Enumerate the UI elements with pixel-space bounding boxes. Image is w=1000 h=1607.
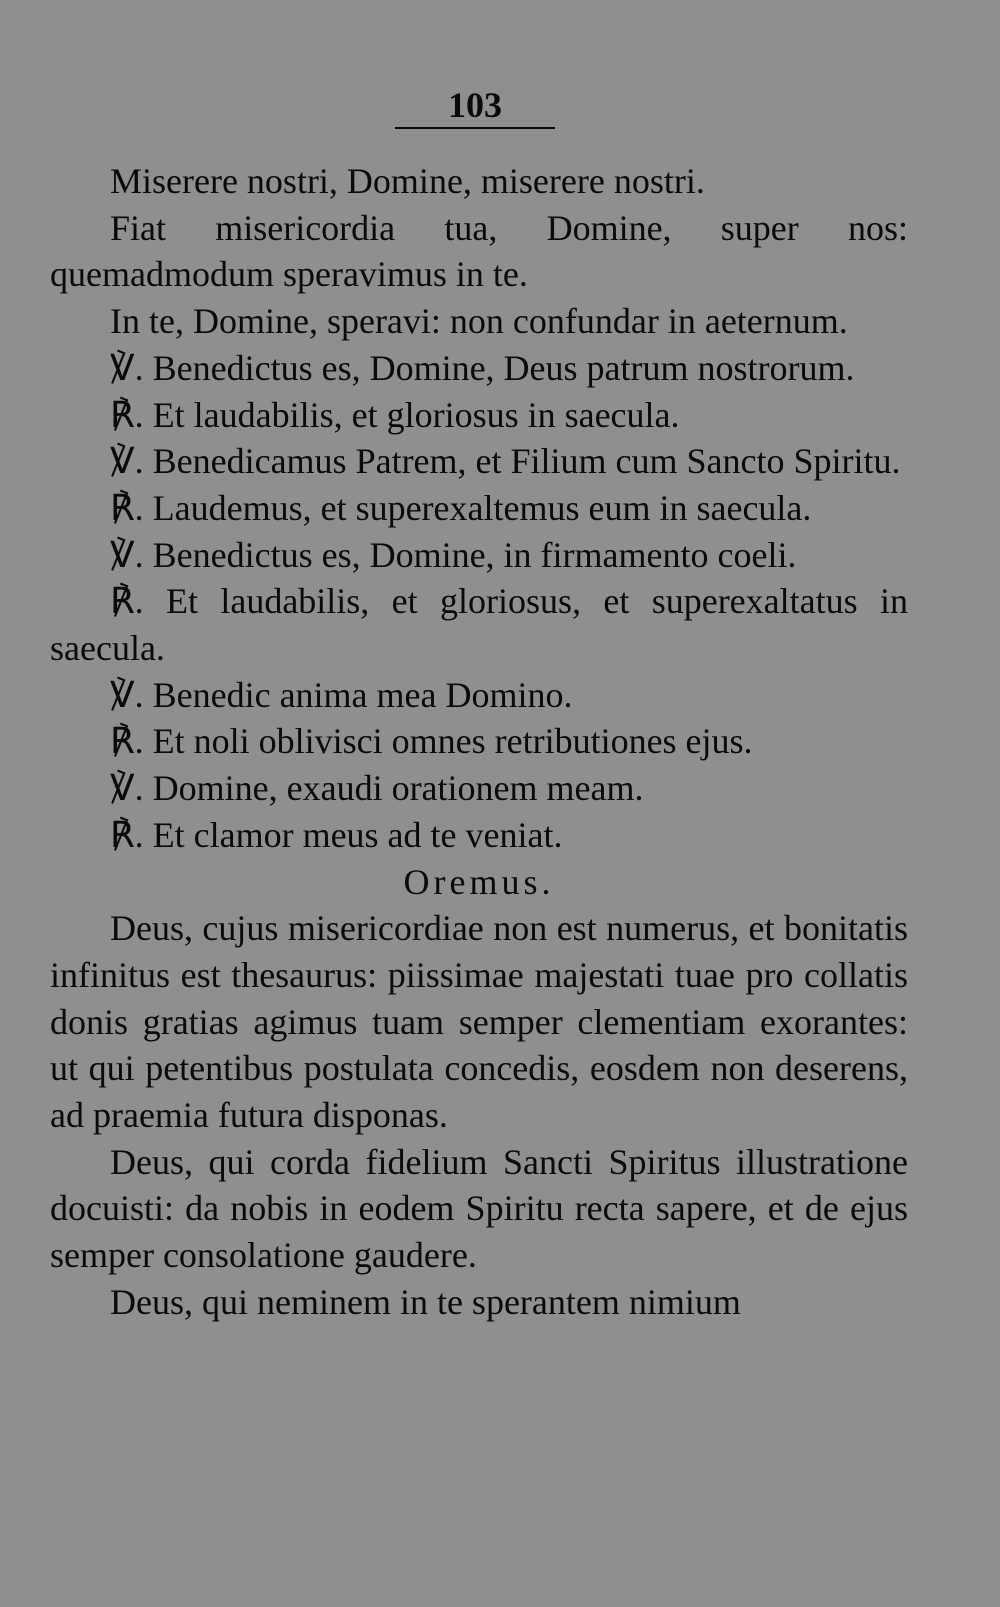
prayer-paragraph: Deus, cujus misericordiae non est numerus, et bonitatis infinitus est thesaurus: piissimae majestati tuae pro collatis donis gratias agimus tuam semper clementiam exorantes: ut qui petentibus postulata concedis, eosdem non deserens, ad praemia futura disponas. — [50, 908, 908, 1136]
response: ℟. Et noli oblivisci omnes retributiones ejus. — [110, 721, 753, 762]
page-number: 103 — [448, 85, 502, 125]
response: ℟. Et clamor meus ad te veniat. — [110, 814, 563, 855]
paragraph: Fiat misericordia tua, Domine, super nos: quemadmodum speravimus in te. — [50, 207, 908, 295]
response: ℟. Laudemus, et superexaltemus eum in saecula. — [110, 487, 812, 528]
versicle: ℣. Domine, exaudi orationem meam. — [110, 768, 644, 809]
paragraph: In te, Domine, speravi: non confundar in aeternum. — [110, 301, 848, 342]
versicle: ℣. Benedictus es, Domine, in firmamento coeli. — [110, 534, 797, 575]
prayer-paragraph: Deus, qui corda fidelium Sancti Spiritus illustratione docuisti: da nobis in eodem Spiritu recta sapere, et de ejus semper consolatione gaudere. — [50, 1141, 908, 1276]
response: ℟. Et laudabilis, et gloriosus, et superexaltatus in saecula. — [50, 581, 908, 669]
response: ℟. Et laudabilis, et gloriosus in saecula. — [110, 394, 680, 435]
section-heading: Oremus. — [403, 861, 555, 902]
paragraph: Miserere nostri, Domine, miserere nostri. — [110, 161, 705, 201]
versicle: ℣. Benedic anima mea Domino. — [110, 674, 573, 715]
header-rule — [395, 127, 555, 129]
versicle: ℣. Benedictus es, Domine, Deus patrum nostrorum. — [110, 347, 855, 388]
versicle: ℣. Benedicamus Patrem, et Filium cum Sancto Spiritu. — [110, 441, 901, 482]
prayer-paragraph: Deus, qui neminem in te sperantem nimium — [110, 1281, 741, 1322]
page-body — [50, 158, 908, 1326]
